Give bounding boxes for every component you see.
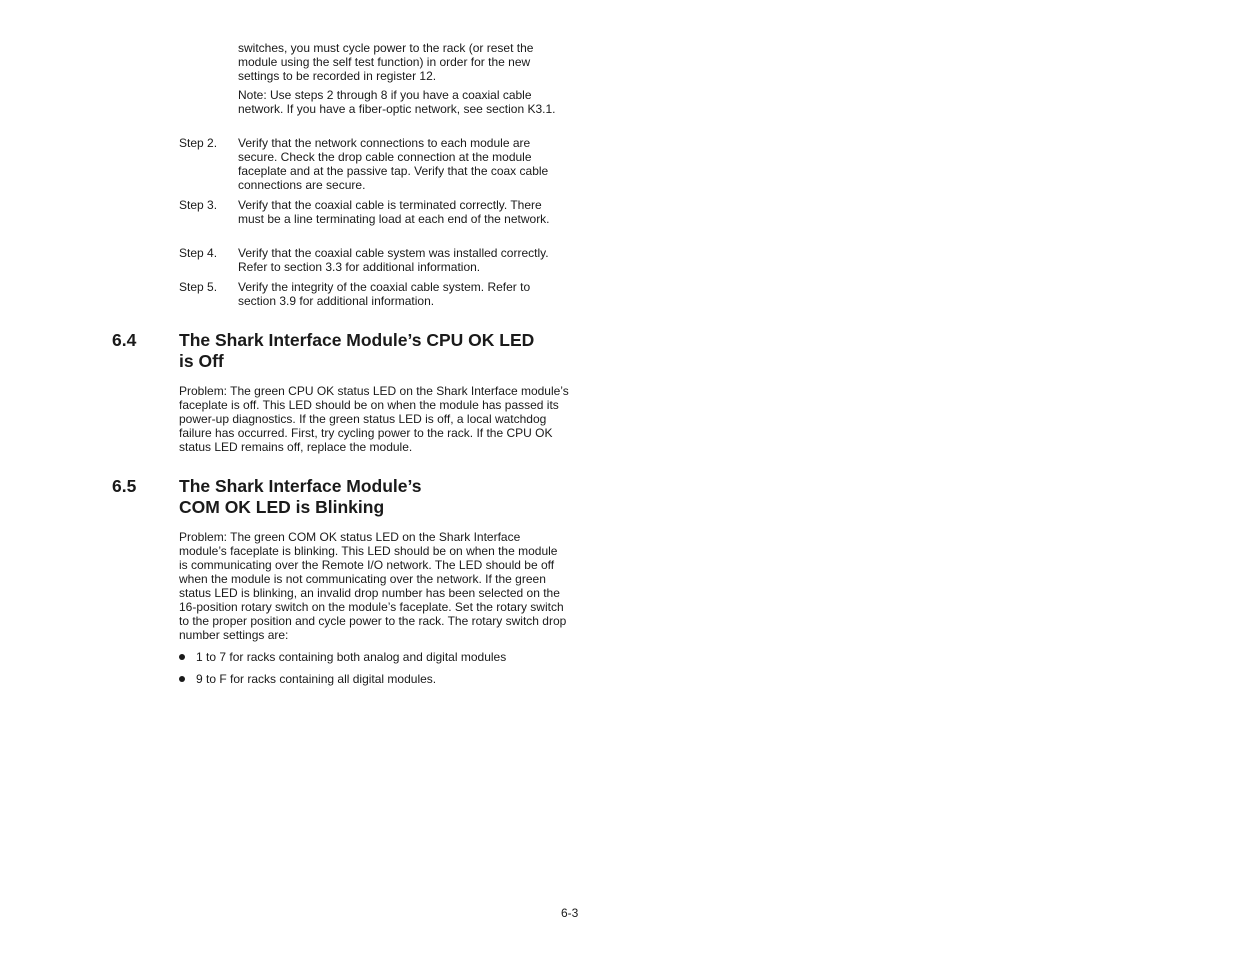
section-6-5-number: 6.5: [112, 476, 137, 496]
step-2-label: Step 2.: [179, 136, 218, 150]
list-item-text: 1 to 7 for racks containing both analog and digital modules: [196, 650, 507, 664]
step-4-label: Step 4.: [179, 246, 218, 260]
section-6-5-title-line-2: COM OK LED is Blinking: [179, 497, 385, 517]
page-number: 6-3: [561, 906, 579, 920]
list-item-text: 9 to F for racks containing all digital modules.: [196, 672, 437, 686]
section-6-5-body: Problem: The green COM OK status LED on the Shark Interface module’s faceplate is blinking. This LED should be on when the module is communicating over the Remote I/O network. The LED should be off when the module is not communicating over the network. If the green status LED is blinking, an invalid drop number has been selected on the 16-position rotary switch on the module’s faceplate. Set the rotary switch to the proper position and cycle power to the rack. The rotary switch drop number settings are:: [179, 530, 567, 642]
bullet-icon: [179, 676, 185, 682]
section-6-5-title-line-1: The Shark Interface Module’s: [179, 476, 422, 496]
section-6-4-title-line-1: The Shark Interface Module’s CPU OK LED: [179, 330, 535, 350]
step-3-text: Verify that the coaxial cable is terminated correctly. There must be a line terminating load at each end of the network.: [238, 198, 550, 226]
section-6-4-title: [179, 330, 579, 372]
step-5-label: Step 5.: [179, 280, 218, 294]
step-3-label: Step 3.: [179, 198, 218, 212]
coaxial-note-text: Note: Use steps 2 through 8 if you have a coaxial cable network. If you have a fiber-optic network, see section K3.1.: [238, 88, 556, 116]
intro-continuation-text: switches, you must cycle power to the rack (or reset the module using the self test function) in order for the new settings to be recorded in register 12.: [238, 41, 534, 83]
step-4-text: Verify that the coaxial cable system was installed correctly. Refer to section 3.3 for additional information.: [238, 246, 549, 274]
section-6-4-title-line-2: is Off: [179, 351, 224, 371]
section-6-4-body: Problem: The green CPU OK status LED on the Shark Interface module’s faceplate is off. This LED should be on when the module has passed its power-up diagnostics. If the green status LED is off, a local watchdog failure has occurred. First, try cycling power to the rack. If the CPU OK status LED remains off, replace the module.: [179, 384, 569, 454]
section-6-5-title: [179, 476, 579, 518]
step-5-text: Verify the integrity of the coaxial cable system. Refer to section 3.9 for additional information.: [238, 280, 531, 308]
section-6-4-number: 6.4: [112, 330, 137, 350]
step-2-text: Verify that the network connections to each module are secure. Check the drop cable connection at the module faceplate and at the passive tap. Verify that the coax cable connections are secure.: [238, 136, 549, 192]
bullet-icon: [179, 654, 185, 660]
